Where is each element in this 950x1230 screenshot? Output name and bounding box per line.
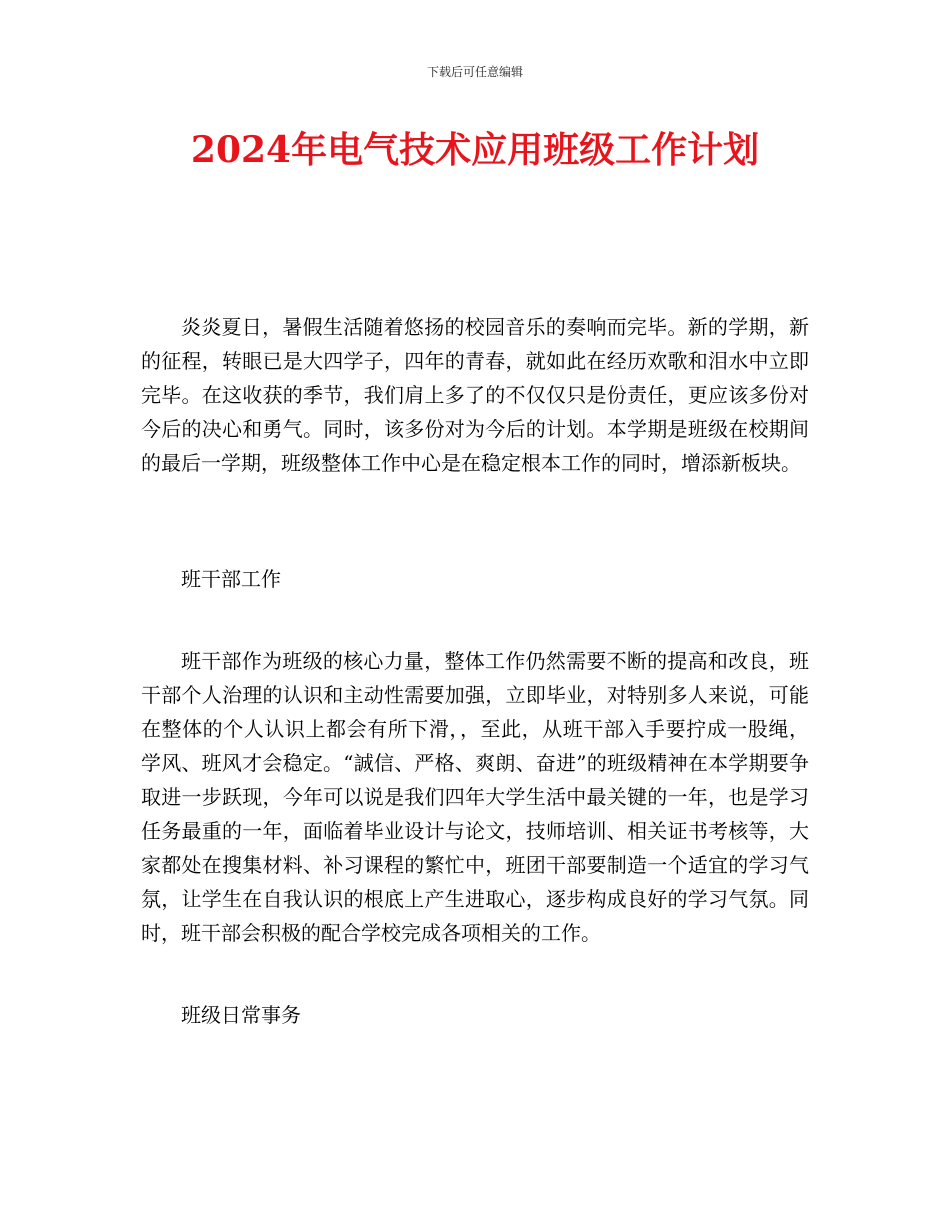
- section-heading-class-cadre: 班干部工作: [181, 567, 281, 591]
- section-heading-daily-affairs: 班级日常事务: [181, 1003, 301, 1027]
- paragraph-gap: [141, 514, 809, 562]
- header-note: 下载后可任意编辑: [426, 65, 523, 79]
- paragraph-gap: [141, 950, 809, 998]
- paragraph-gap: [141, 596, 809, 644]
- document-body: [141, 310, 809, 1032]
- paragraph-intro: 炎炎夏日，暑假生活随着悠扬的校园音乐的奏响而完毕。新的学期，新的征程，转眼已是大四学子，四年的青春，就如此在经历欢歌和泪水中立即完毕。在这收获的季节，我们肩上多了的不仅仅只是份责任，更应该多份对今后的决心和勇气。同时，该多份对为今后的计划。本学期是班级在校期间的最后一学期，班级整体工作中心是在稳定根本工作的同时，增添新板块。: [141, 315, 809, 475]
- paragraph-class-cadre: 班干部作为班级的核心力量，整体工作仍然需要不断的提高和改良，班干部个人治理的认识和主动性需要加强，立即毕业，对特别多人来说，可能在整体的个人认识上都会有所下滑，，至此，从班干部入手要拧成一股绳，学风、班风才会稳定。“誠信、严格、爽朗、奋进”的班级精神在本学期要争取进一步跃现，今年可以说是我们四年大学生活中最关键的一年，也是学习任务最重的一年，面临着毕业设计与论文，技师培训、相关证书考核等，大家都处在搜集材料、补习课程的繁忙中，班团干部要制造一个适宜的学习气氛，让学生在自我认识的根底上产生进取心，逐步构成良好的学习气氛。同时，班干部会积极的配合学校完成各项相关的工作。: [141, 649, 809, 945]
- document-title: 2024年电气技术应用班级工作计划: [190, 129, 760, 171]
